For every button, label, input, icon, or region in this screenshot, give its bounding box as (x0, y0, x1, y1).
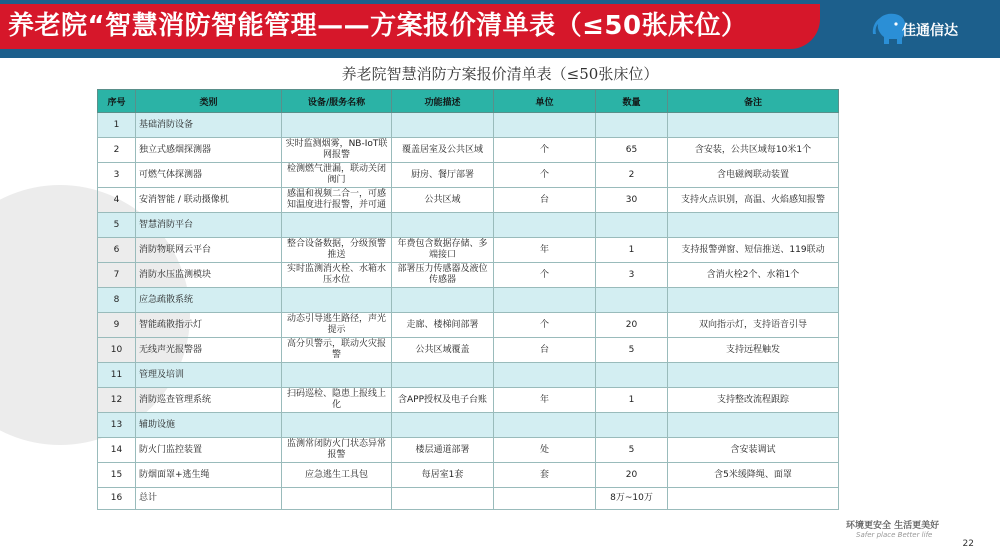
cell-unit (494, 113, 596, 138)
cell-index: 9 (98, 313, 136, 338)
cell-category: 应急疏散系统 (136, 288, 282, 313)
cell-function: 部署压力传感器及液位传感器 (392, 263, 494, 288)
footer-slogan-en: Safer place Better life (856, 531, 933, 539)
cell-unit (494, 288, 596, 313)
section-row (98, 413, 839, 438)
cell-function (392, 213, 494, 238)
cell-function: 楼层通道部署 (392, 438, 494, 463)
cell-note (668, 363, 839, 388)
table-title: 养老院智慧消防方案报价清单表（≤50张床位） (341, 65, 659, 83)
table-row (98, 388, 839, 413)
cell-unit: 台 (494, 188, 596, 213)
cell-function: 公共区域 (392, 188, 494, 213)
cell-note (668, 113, 839, 138)
cell-index: 8 (98, 288, 136, 313)
cell-category: 基础消防设备 (136, 113, 282, 138)
table-row (98, 188, 839, 213)
table-row (98, 463, 839, 488)
cell-category: 可燃气体探测器 (136, 163, 282, 188)
cell-quantity (596, 288, 668, 313)
cell-device: 高分贝警示，联动火灾报警 (282, 338, 392, 363)
cell-quantity: 8万~10万 (596, 488, 668, 510)
cell-function: 走廊、楼梯间部署 (392, 313, 494, 338)
cell-unit: 处 (494, 438, 596, 463)
cell-note (668, 213, 839, 238)
cell-device (282, 413, 392, 438)
cell-unit: 个 (494, 163, 596, 188)
table-row (98, 313, 839, 338)
quote-table (97, 89, 839, 510)
cell-quantity (596, 363, 668, 388)
table-body (98, 113, 839, 510)
cell-note: 含5米缓降绳、面罩 (668, 463, 839, 488)
cell-unit: 台 (494, 338, 596, 363)
cell-device (282, 113, 392, 138)
cell-category: 智能疏散指示灯 (136, 313, 282, 338)
cell-index: 11 (98, 363, 136, 388)
header-banner (0, 0, 1000, 58)
cell-function: 每居室1套 (392, 463, 494, 488)
cell-quantity (596, 113, 668, 138)
cell-category: 独立式感烟探测器 (136, 138, 282, 163)
cell-unit (494, 488, 596, 510)
cell-function: 覆盖居室及公共区域 (392, 138, 494, 163)
column-header-category: 类别 (136, 90, 282, 113)
column-header-quantity: 数量 (596, 90, 668, 113)
cell-index: 5 (98, 213, 136, 238)
cell-quantity: 5 (596, 438, 668, 463)
cell-note: 支持报警弹窗、短信推送、119联动 (668, 238, 839, 263)
cell-note: 支持整改流程跟踪 (668, 388, 839, 413)
cell-function (392, 113, 494, 138)
company-logo (872, 12, 990, 46)
cell-unit: 个 (494, 263, 596, 288)
cell-function: 含APP授权及电子台账 (392, 388, 494, 413)
table-row (98, 163, 839, 188)
column-header-device: 设备/服务名称 (282, 90, 392, 113)
column-header-function: 功能描述 (392, 90, 494, 113)
logo-text: 佳通信达 (902, 23, 958, 39)
cell-quantity: 1 (596, 238, 668, 263)
page-number: 22 (962, 539, 974, 549)
cell-index: 1 (98, 113, 136, 138)
section-row (98, 288, 839, 313)
cell-unit: 个 (494, 313, 596, 338)
cell-quantity: 2 (596, 163, 668, 188)
cell-index: 13 (98, 413, 136, 438)
cell-note (668, 413, 839, 438)
cell-quantity: 20 (596, 313, 668, 338)
cell-unit (494, 213, 596, 238)
cell-category: 无线声光报警器 (136, 338, 282, 363)
cell-device: 动态引导逃生路径，声光提示 (282, 313, 392, 338)
cell-device (282, 288, 392, 313)
cell-device (282, 363, 392, 388)
table-row (98, 263, 839, 288)
cell-device (282, 488, 392, 510)
cell-index: 14 (98, 438, 136, 463)
cell-unit (494, 413, 596, 438)
cell-category: 智慧消防平台 (136, 213, 282, 238)
table-header-row (98, 90, 839, 113)
cell-unit: 年 (494, 238, 596, 263)
cell-category: 辅助设施 (136, 413, 282, 438)
column-header-note: 备注 (668, 90, 839, 113)
cell-note (668, 488, 839, 510)
cell-device: 感温和视频二合一，可感知温度进行报警，并可通 (282, 188, 392, 213)
cell-unit: 年 (494, 388, 596, 413)
cell-function (392, 288, 494, 313)
section-row (98, 113, 839, 138)
cell-function: 公共区域覆盖 (392, 338, 494, 363)
cell-device: 应急逃生工具包 (282, 463, 392, 488)
cell-category: 消防物联网云平台 (136, 238, 282, 263)
cell-category: 消防水压监测模块 (136, 263, 282, 288)
cell-unit (494, 363, 596, 388)
cell-index: 7 (98, 263, 136, 288)
cell-note: 含安装调试 (668, 438, 839, 463)
cell-device: 实时监测烟雾，NB-IoT联网报警 (282, 138, 392, 163)
cell-index: 2 (98, 138, 136, 163)
cell-quantity: 1 (596, 388, 668, 413)
cell-device: 监测常闭防火门状态异常报警 (282, 438, 392, 463)
cell-quantity (596, 213, 668, 238)
cell-unit: 个 (494, 138, 596, 163)
cell-quantity: 3 (596, 263, 668, 288)
cell-quantity: 20 (596, 463, 668, 488)
cell-quantity: 5 (596, 338, 668, 363)
cell-function: 厨房、餐厅部署 (392, 163, 494, 188)
table-row (98, 238, 839, 263)
cell-device: 检测燃气泄漏，联动关闭阀门 (282, 163, 392, 188)
cell-index: 10 (98, 338, 136, 363)
column-header-index: 序号 (98, 90, 136, 113)
table-row (98, 138, 839, 163)
cell-index: 3 (98, 163, 136, 188)
section-row (98, 363, 839, 388)
cell-category: 安消智能 / 联动摄像机 (136, 188, 282, 213)
cell-unit: 套 (494, 463, 596, 488)
cell-quantity: 65 (596, 138, 668, 163)
footer-slogan: 环境更安全 生活更美好 (846, 521, 940, 531)
cell-quantity: 30 (596, 188, 668, 213)
cell-index: 6 (98, 238, 136, 263)
table-row (98, 338, 839, 363)
cell-category: 消防巡查管理系统 (136, 388, 282, 413)
cell-function (392, 363, 494, 388)
cell-category: 管理及培训 (136, 363, 282, 388)
cell-index: 4 (98, 188, 136, 213)
cell-function (392, 488, 494, 510)
cell-note: 支持远程触发 (668, 338, 839, 363)
cell-index: 16 (98, 488, 136, 510)
cell-index: 12 (98, 388, 136, 413)
cell-device (282, 213, 392, 238)
column-header-unit: 单位 (494, 90, 596, 113)
cell-function: 年费包含数据存储、多端接口 (392, 238, 494, 263)
cell-quantity (596, 413, 668, 438)
cell-note: 含安装，公共区域每10米1个 (668, 138, 839, 163)
cell-device: 实时监测消火栓、水箱水压水位 (282, 263, 392, 288)
cell-category: 防烟面罩+逃生绳 (136, 463, 282, 488)
cell-device: 整合设备数据，分级预警推送 (282, 238, 392, 263)
cell-note: 支持火点识别，高温、火焰感知报警 (668, 188, 839, 213)
cell-category: 总计 (136, 488, 282, 510)
table-row (98, 438, 839, 463)
cell-note: 双向指示灯，支持语音引导 (668, 313, 839, 338)
cell-category: 防火门监控装置 (136, 438, 282, 463)
cell-function (392, 413, 494, 438)
cell-note: 含消火栓2个、水箱1个 (668, 263, 839, 288)
cell-index: 15 (98, 463, 136, 488)
cell-note (668, 288, 839, 313)
cell-device: 扫码巡检、隐患上报线上化 (282, 388, 392, 413)
page-title: 养老院“智慧消防智能管理——方案报价清单表（≤50张床位） (8, 11, 748, 41)
section-row (98, 213, 839, 238)
cell-note: 含电磁阀联动装置 (668, 163, 839, 188)
table-row (98, 488, 839, 510)
